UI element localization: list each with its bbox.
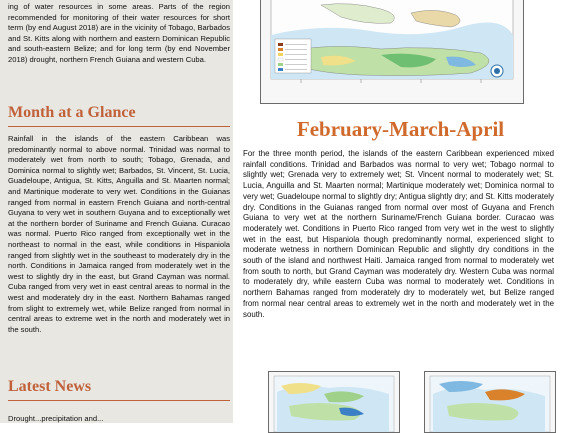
heading-divider <box>8 126 230 127</box>
latest-news-heading: Latest News <box>8 378 92 395</box>
rainfall-map-top <box>260 0 524 104</box>
month-at-a-glance-heading: Month at a Glance <box>8 104 136 121</box>
section-body-text: For the three month period, the islands of the eastern Caribbean experienced mixed rainfall conditions. Trinidad and Barbados was normal to very wet; Tobago normal to slightly wet; Grenada very to extremely wet; St. Vincent normal to moderately wet; St. Lucia, Anguilla and St. Maarten normal; Martinique moderately wet; Dominica normal to very wet; Guadeloupe normal to slightly dry; Antigua slightly dry; and St. Kitts moderately dry. Conditions in the Guianas ranged from normal over most of Guyana and French Guiana to very wet at the northern Suriname/French Guiana border. Curacao was moderately wet. Conditions in Puerto Rico ranged from very wet in the west to slightly wet in the east, but Hispaniola though predominantly normal, experienced slight to moderate wetness in northern Dominican Republic and slightly dry conditions in the south of the island and northwest Haiti. Jamaica ranged from normal to moderately wet from south to north, but Grand Cayman was moderately dry. Western Cuba was normal to moderately dry, while eastern Cuba was normal to moderately wet. Conditions in northern Bahamas ranged from moderately dry to moderately wet, but Belize ranged from normal near central areas to extremely wet in the north and moderately wet in the south. <box>243 149 554 319</box>
rainfall-map-bottom-left <box>268 371 400 433</box>
sidebar-intro-text: ing of water resources in some areas. Parts of the region recommended for monitoring of their water resources for short term (by end August 2018) are in the vicinity of Tobago, Barbados and St. Kitts along with northern and eastern Dominican Republic and south-eastern Belize; and for long term (by end November 2018) drought, northern French Guiana and western Cuba. <box>8 2 230 64</box>
rainfall-map-image <box>269 372 399 432</box>
sidebar <box>0 0 233 423</box>
section-title: February-March-April <box>296 117 505 141</box>
rainfall-map-image <box>425 372 555 432</box>
rainfall-map-bottom-right <box>424 371 556 433</box>
month-at-a-glance-text: Rainfall in the islands of the eastern Caribbean was predominantly normal to above normal. Trinidad was normal to moderately wet from north to south; Tobago, Grenada, and Dominica normal to slightly wet; Barbados, St. Vincent, St. Lucia, Guadeloupe, Antigua, St. Kitts, Anguilla and St. Maarten normal; and Martinique moderate to very wet. Conditions in the Guianas ranged from normal in eastern French Guiana and north-central Guyana to very wet in southern Guyana and to exceptionally wet at the northern border of Suriname and French Guiana. Curacao was normal. Puerto Rico ranged from exceptionally wet in the northeast to normal in the east, while conditions in Hispaniola ranged from slightly wet in the southeast to moderately dry in the north. Conditions in Jamaica ranged from moderately wet in the west to slightly dry in the east, but Grand Cayman was normal. Cuba ranged from very wet in east central areas to normal in the west and moderately dry in the east. Northern Bahamas ranged from slight to extremely wet, while Belize ranged from normal in central areas to extreme wet in the north and moderately wet in the south. <box>8 134 230 334</box>
latest-news-text: Drought...precipitation and... <box>8 414 104 423</box>
rainfall-map-image <box>261 0 523 103</box>
heading-divider <box>8 400 230 401</box>
